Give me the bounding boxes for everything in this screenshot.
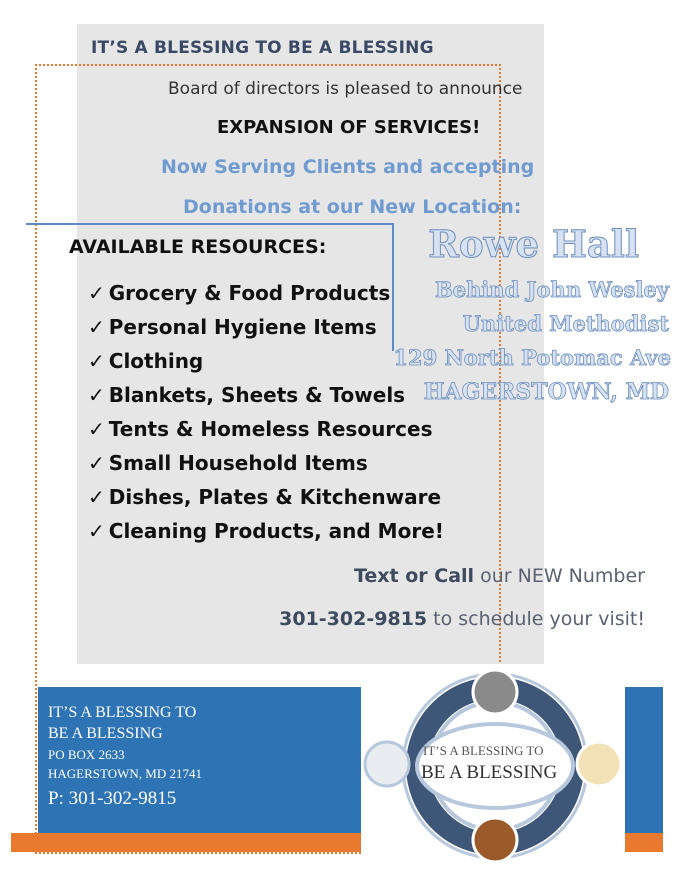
list-item: ✓ Small Household Items: [88, 451, 368, 475]
checkmark-icon: ✓: [88, 383, 105, 407]
footer-org-line-2: BE A BLESSING: [48, 725, 163, 742]
phone-schedule-line: 301-302-9815 to schedule your visit!: [279, 608, 645, 630]
list-item: ✓ Dishes, Plates & Kitchenware: [88, 485, 442, 509]
expansion-heading: EXPANSION OF SERVICES!: [217, 117, 481, 138]
org-title: IT’S A BLESSING TO BE A BLESSING: [91, 38, 434, 58]
checkmark-icon: ✓: [88, 451, 105, 475]
list-item: ✓ Personal Hygiene Items: [88, 315, 377, 339]
checkmark-icon: ✓: [88, 315, 105, 339]
footer-org-line-1: IT’S A BLESSING TO: [48, 704, 197, 721]
serving-line-2: Donations at our New Location:: [183, 196, 522, 218]
list-item: ✓ Clothing: [88, 349, 204, 373]
resources-list: [88, 278, 444, 550]
blue-divider-horizontal: [26, 223, 394, 225]
logo-text-2: BE A BLESSING: [421, 762, 558, 783]
blue-footer-box-right: [625, 687, 663, 833]
board-announcement: Board of directors is pleased to announce: [168, 79, 523, 99]
logo-text-1: IT’S A BLESSING TO: [423, 743, 544, 758]
resources-heading: AVAILABLE RESOURCES:: [69, 236, 327, 258]
list-item: ✓ Tents & Homeless Resources: [88, 417, 433, 441]
address-line-4: HAGERSTOWN, MD: [423, 379, 669, 405]
checkmark-icon: ✓: [88, 485, 105, 509]
footer-phone: P: 301-302-9815: [48, 788, 177, 809]
list-item: ✓ Grocery & Food Products: [88, 281, 391, 305]
footer-city: HAGERSTOWN, MD 21741: [48, 766, 202, 781]
address-line-1: Behind John Wesley: [434, 277, 669, 302]
checkmark-icon: ✓: [88, 281, 105, 305]
text-or-call-line: Text or Call our NEW Number: [353, 565, 645, 587]
address-line-2: United Methodist: [462, 311, 669, 336]
footer-po-box: PO BOX 2633: [48, 747, 125, 762]
checkmark-icon: ✓: [88, 519, 105, 543]
checkmark-icon: ✓: [88, 417, 105, 441]
list-item: ✓ Cleaning Products, and More!: [88, 519, 444, 543]
venue-name: Rowe Hall: [428, 222, 639, 266]
checkmark-icon: ✓: [88, 349, 105, 373]
address-line-3: 129 North Potomac Ave: [393, 345, 671, 370]
list-item: ✓ Blankets, Sheets & Towels: [88, 383, 406, 407]
serving-line-1: Now Serving Clients and accepting: [161, 156, 535, 178]
